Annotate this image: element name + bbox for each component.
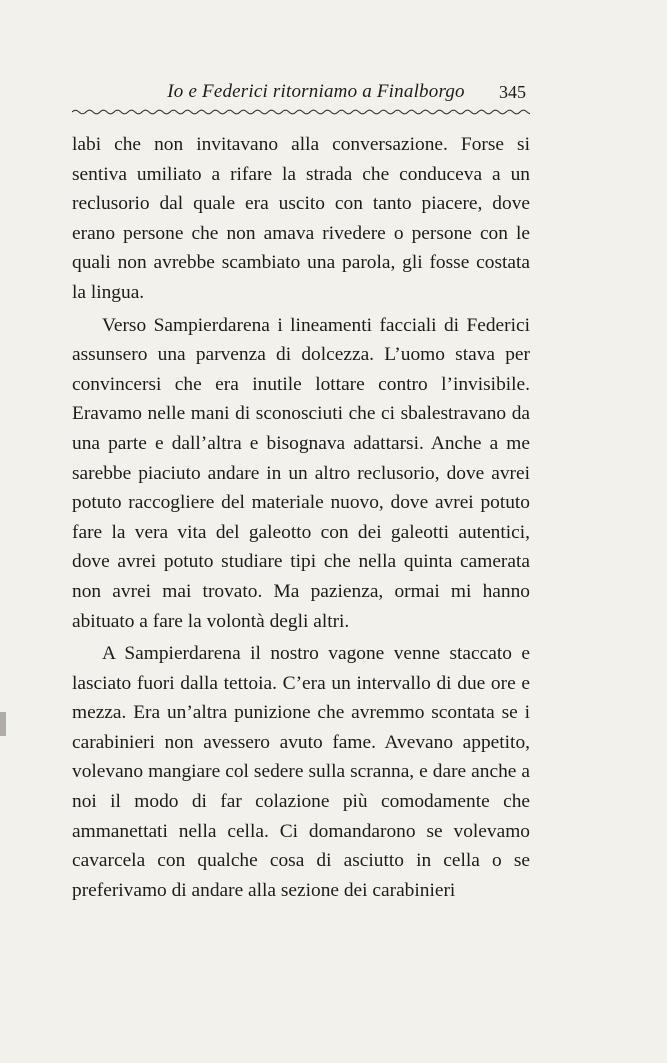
paragraph: A Sampierdarena il nostro vagone venne staccato e lasciato fuori dalla tettoia. C’era un intervallo di due ore e mezza. Era un’altra punizione che avremmo scontata se i carabinieri non avessero avuto fame. Avevano appetito, volevano mangiare col sedere sulla scranna, e dare anche a noi il modo di far colazione più comodamente che ammanettati nella cella. Ci domandarono se volevamo cavarcela con qualche cosa di asciutto in cella o se preferivamo di andare alla sezione dei carabinieri [72,643,530,901]
running-title: Io e Federici ritorniamo a Finalborgo [167,81,465,102]
decorative-wavy-rule [72,107,530,117]
page-header [72,80,530,104]
body-text [72,130,530,905]
paragraph: Verso Sampierdarena i lineamenti facciali di Federici assunsero una parvenza di dolcezza. L’uomo stava per convincersi che era inutile lottare contro l’invisibile. Eravamo nelle mani di sconosciuti che ci sbalestravano da una parte e dall’altra e bisognava adattarsi. Anche a me sarebbe piaciuto andare in un altro reclusorio, dove avrei potuto raccogliere del materiale nuovo, dove avrei potuto fare la vera vita del galeotto con dei galeotti autentici, dove avrei potuto studiare tipi che nella quinta camerata non avrei mai trovato. Ma pazienza, ormai mi hanno abituato a fare la volontà degli altri. [72,314,530,632]
paragraph-continued: labi che non invitavano alla conversazione. Forse si sentiva umiliato a rifare la strada che conduceva a un reclusorio dal quale era uscito con tanto piacere, dove erano persone che non amava rivedere o persone con le quali non avrebbe scambiato una parola, gli fosse costata la lingua. [72,134,530,303]
page-number: 345 [499,82,526,102]
margin-smudge [0,712,6,736]
